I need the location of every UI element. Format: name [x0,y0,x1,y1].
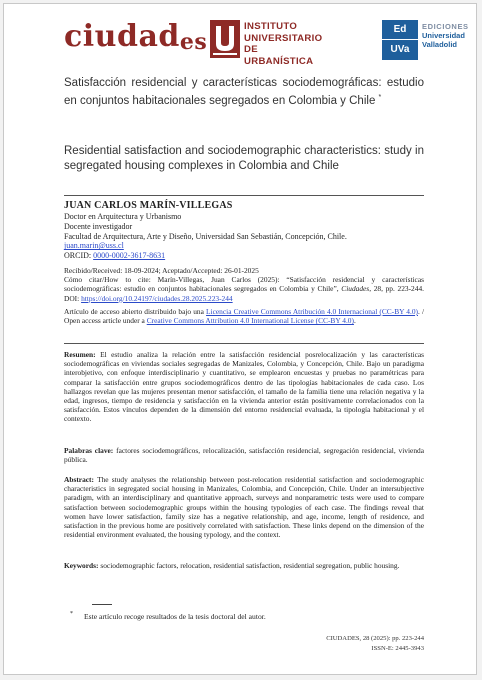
license-link-en[interactable]: Creative Commons Attribution 4.0 International License (CC-BY 4.0) [146,316,354,326]
paper-page [3,3,477,675]
author-block [64,200,424,261]
footnote-divider [92,604,112,605]
eduva-text-2: Universidad [422,31,465,40]
dates-citation [64,266,424,303]
institute-mark-icon [210,20,240,58]
title-spanish [64,76,424,108]
palabras-clave-text: factores sociodemográficos, relocalización, satisfacción residencial, segregación residencial, vivienda pública. [64,446,424,465]
author-degree: Doctor en Arquitectura y Urbanismo [64,212,182,221]
footnote-mark: * [70,611,73,617]
citation-prefix: Cómo citar/How to cite: Marín-Villegas, Juan Carlos (2025): “Satisfacción residencial y características sociodemográficas: estudio en conjuntos habitacionales segregados en Colombia y Chile”, [64,275,424,294]
header-logos [64,16,469,67]
keywords-text: sociodemographic factors, relocation, residential satisfaction, residential segregation, public housing. [100,561,400,570]
abstract-label: Abstract: [64,475,94,484]
title-spanish-text: Satisfacción residencial y características sociodemográficas: estudio en conjuntos habitacionales segregados en Colombia y Chile [64,77,424,107]
institute-name [244,21,328,67]
abstract-divider [64,343,424,344]
footnote-text: Este artículo recoge resultados de la tesis doctoral del autor. [84,612,266,621]
author-affiliation: Facultad de Arquitectura, Arte y Diseño, Universidad San Sebastián, Concepción, Chile. [64,231,347,241]
keywords-label: Keywords: [64,561,99,570]
resumen-text: El estudio analiza la relación entre la satisfacción residencial posrelocalización y las características sociodemográficas en viviendas sociales segregadas de Manizales, Colombia, y Concepción, Chile. Bajo un paradigma interobjetivo, con enfoque interdisciplinario y cuantitativo, se emplearon encuestas y pruebas no paramétricas para comparar la satisfacción entre grupos sociodemográficos dentro de las tipologías habitacionales de cada caso. Los hallazgos revelan que las mujeres presentan menor satisfacción, el tamaño de la familia tiene una relación negativa y la edad, ingresos, tiempo de residencia y satisfacción en la vivienda anterior están positivamente correlacionados con la satisfacción. Estos vínculos dependen de la dimensión del entorno residencial evaluada, la tipología habitacional y el contexto. [64,350,425,424]
license-prefix-en: . / Open access article under a [64,307,425,326]
institute-line-3: DE URBANÍSTICA [244,44,314,67]
ciudades-logo [64,19,208,57]
abstract-paragraph [64,475,424,539]
institute-line-2: UNIVERSITARIO [244,32,323,44]
logo-suffix-text: es [179,29,208,55]
author-email-link[interactable]: juan.marin@uss.cl [64,241,124,251]
received-accepted-dates: Recibido/Received: 18-09-2024; Aceptado/Accepted: 26-01-2025 [64,266,259,275]
resumen-label: Resumen: [64,350,96,359]
orcid-link[interactable]: 0000-0002-3617-8631 [93,251,166,261]
title-english: Residential satisfaction and sociodemographic characteristics: study in segregated housing complexes in Colombia and Chile [64,145,424,172]
title-footnote-mark: * [378,93,382,101]
eduva-badge [382,20,418,60]
footer-journal: CIUDADES, 28 (2025): pp. 223-244 [326,635,424,642]
institute-logo [210,20,328,67]
institute-line-1: INSTITUTO [244,21,298,32]
citation [64,275,424,303]
orcid-label: ORCID: [64,251,92,261]
keywords-paragraph [64,561,424,570]
eduva-name [422,22,469,49]
author-role: Docente investigador [64,221,133,231]
ediciones-uva-logo [382,20,482,60]
abstract-text: The study analyses the relationship between post-relocation residential satisfaction and sociodemographic characteristics in segregated social housing in Manizales, Colombia, and Concepción, Chile. Under an intersubjective paradigm, with an interdisciplinary and quantitative approach, surveys and nonparametric tests were used to compare satisfaction between sociodemographic groups within the housing typologies of each case. The findings reveal that women have lower satisfaction, family size has a negative relationship, and age, income, length of residence, and satisfaction in the previous home are positively correlated with satisfaction. These links depend on the dimension of the residential environment evaluated, the housing typology, and the context. [64,475,424,540]
footer-issn: ISSN-E: 2445-3943 [371,645,424,652]
author-name: JUAN CARLOS MARÍN-VILLEGAS [64,200,233,211]
license-link-es[interactable]: Licencia Creative Commons Atribución 4.0 Internacional (CC-BY 4.0) [206,307,418,316]
license-notice [64,307,424,325]
eduva-text-1: EDICIONES [422,22,469,31]
citation-journal: Ciudades [341,284,370,294]
license-end: . [353,316,356,326]
palabras-clave-paragraph [64,446,424,464]
palabras-clave-label: Palabras clave: [64,446,114,455]
citation-suffix: , 28, pp. 223-244. DOI: [64,284,424,303]
author-divider [64,195,424,196]
license-prefix-es: Artículo de acceso abierto distribuido bajo una [64,307,204,316]
doi-link[interactable]: https://doi.org/10.24197/ciudades.28.2025.223-244 [81,293,233,303]
logo-main-text: ciudad [64,19,180,54]
resumen-paragraph [64,350,424,424]
eduva-badge-line-1: Ed [382,20,418,40]
page-footer [224,634,424,654]
eduva-badge-line-2: UVa [390,44,410,55]
eduva-text-3: Valladolid [422,40,458,49]
